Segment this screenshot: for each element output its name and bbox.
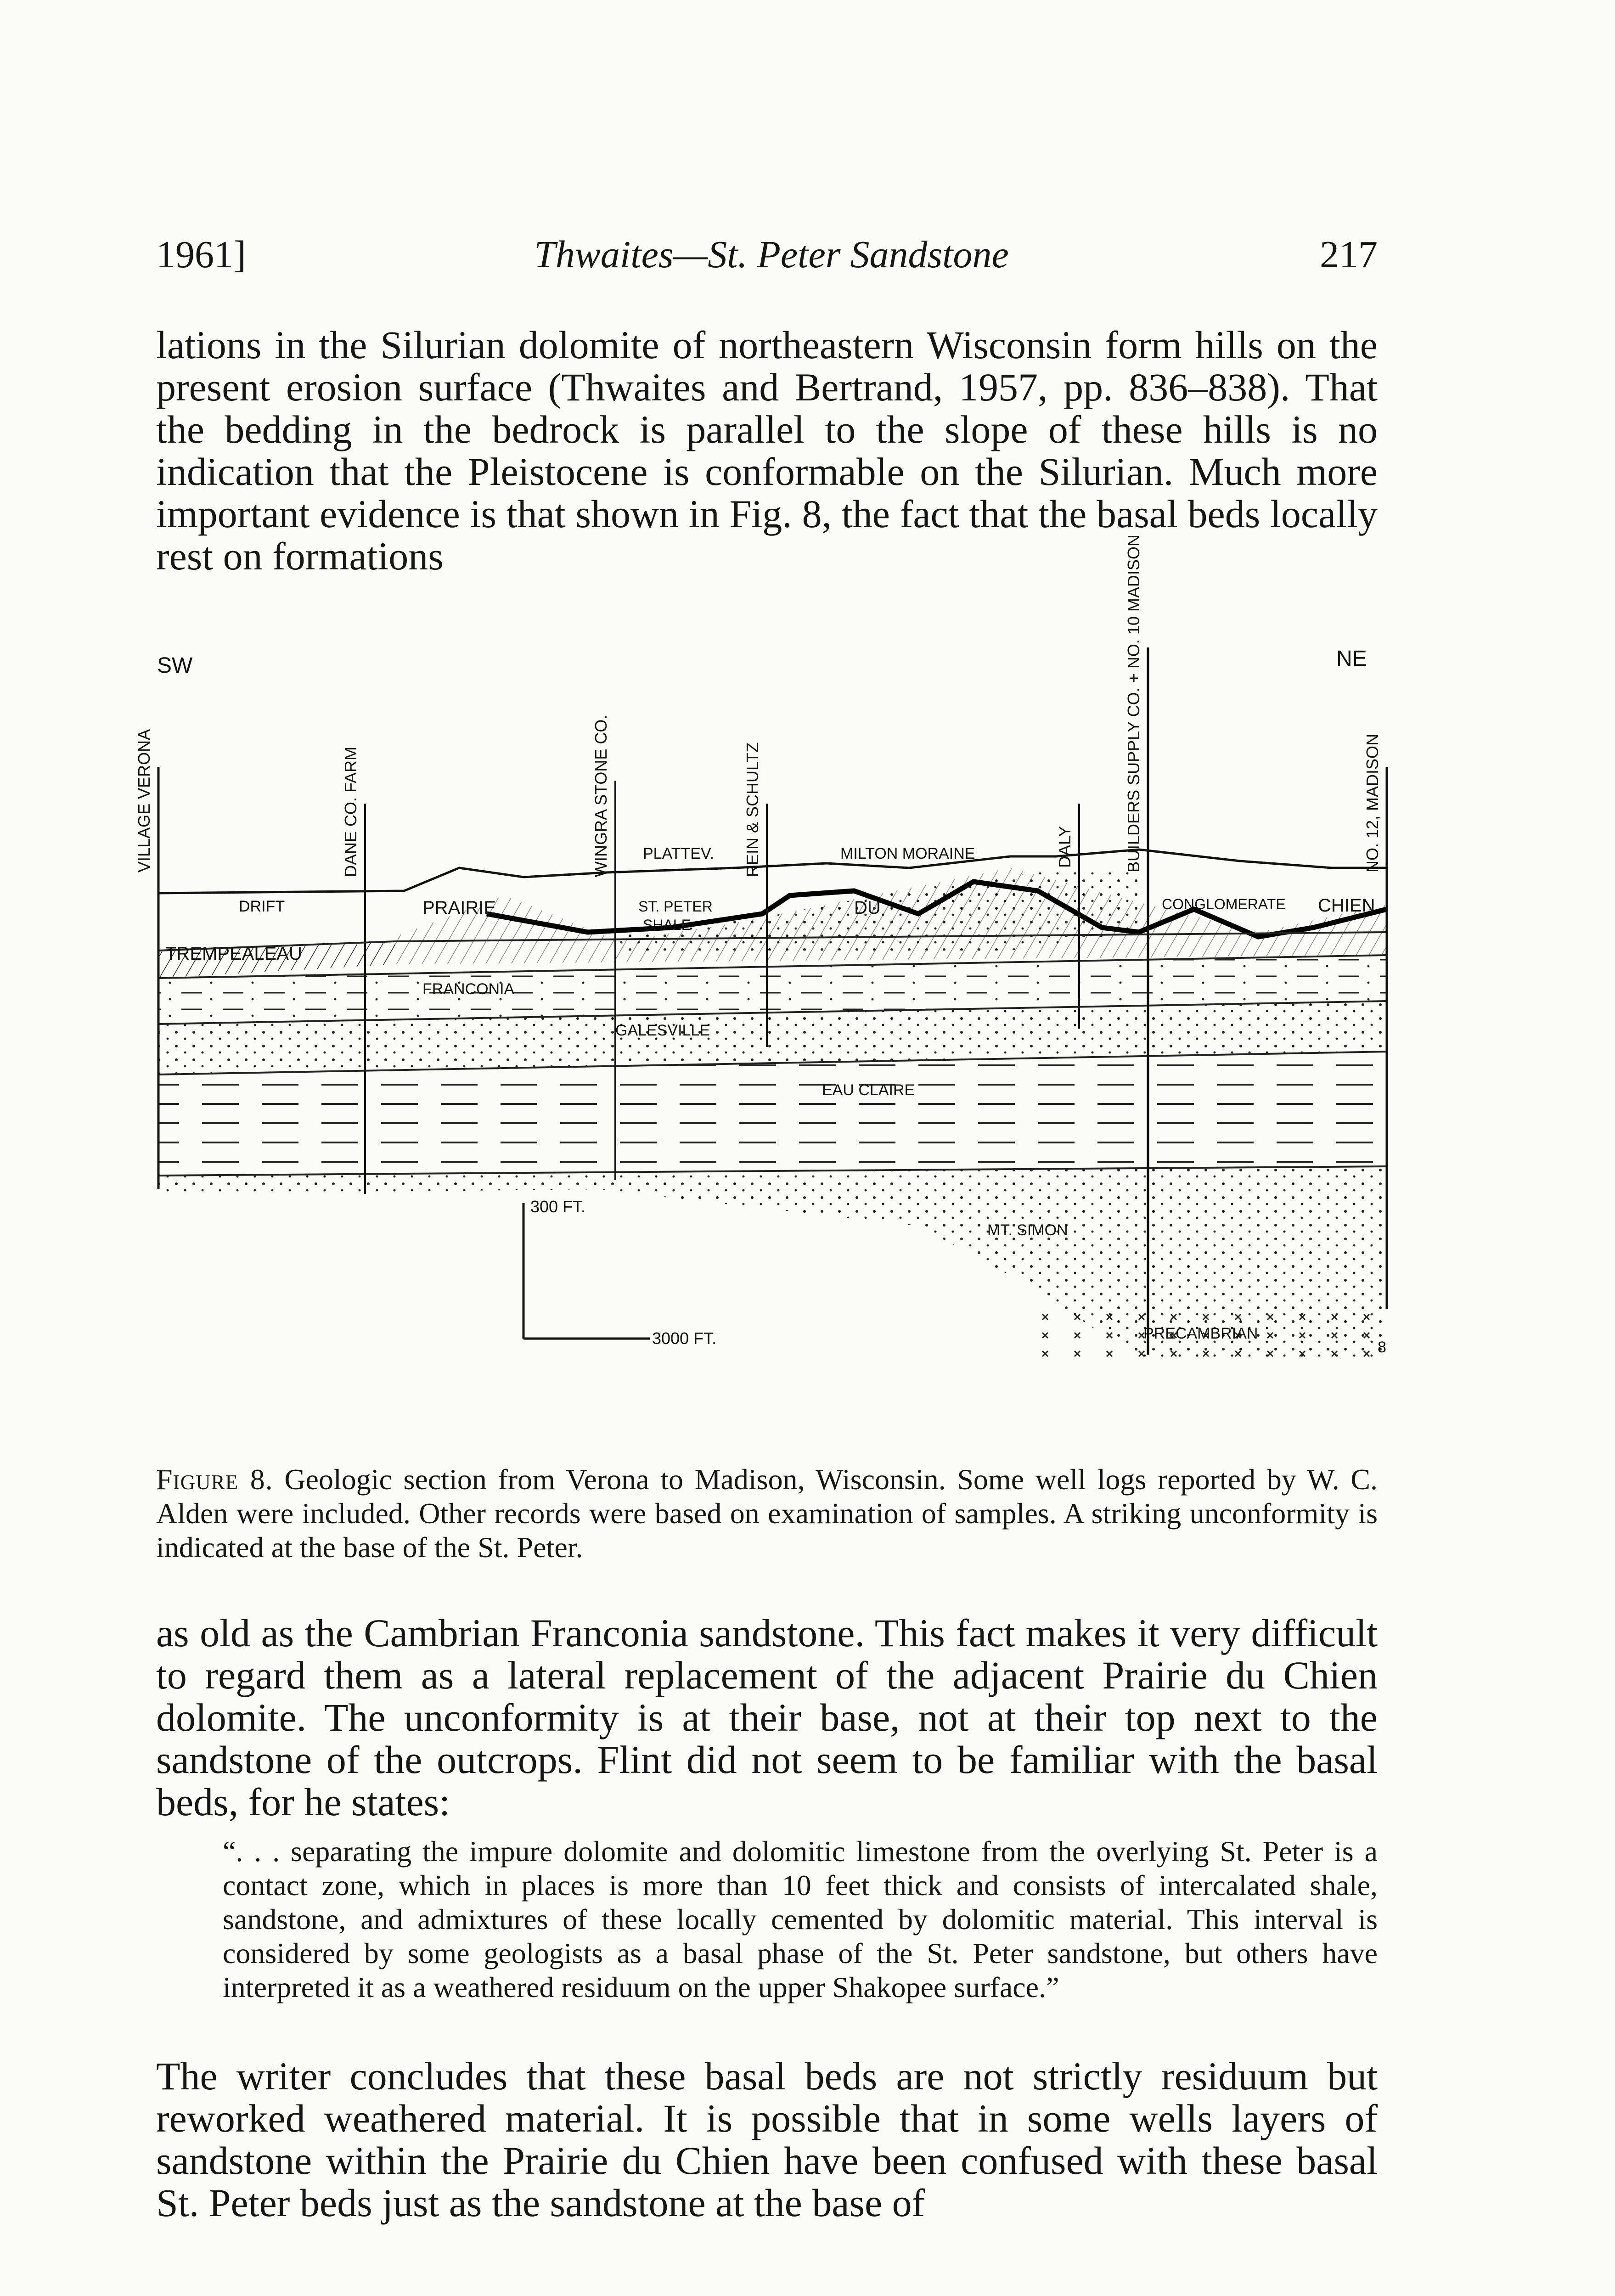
body-paragraph-2: as old as the Cambrian Franconia sandstone. This fact makes it very difficult to regard them as a lateral replacement of the adjacent Prairie du Chien dolomite. The unconformity is at their base, not at their top next to the sandstone of the outcrops. Flint did not seem to be familiar with the basal beds, for he states:: [156, 1611, 1378, 1824]
body-paragraph-1: lations in the Silurian dolomite of northeastern Wisconsin form hills on the present erosion surface (Thwaites and Bertrand, 1957, pp. 836–838). That the bedding in the bedrock is parallel to the slope of these hills is no indication that the Pleistocene is conformable on the Silurian. Much more important evidence is that shown in Fig. 8, the fact that the basal beds locally rest on formations: [156, 323, 1378, 578]
label-eau-claire: EAU CLAIRE: [822, 1081, 915, 1099]
running-header-title: Thwaites—St. Peter Sandstone: [534, 233, 1009, 276]
well-label-no12: NO. 12, MADISON: [1363, 733, 1382, 872]
well-label-builders: BUILDERS SUPPLY CO. + NO. 10 MADISON: [1124, 535, 1143, 872]
figure-caption-lead: Figure 8.: [156, 1463, 273, 1496]
well-label-verona: VILLAGE VERONA: [135, 729, 153, 872]
label-chien: CHIEN: [1318, 895, 1375, 916]
label-drift: DRIFT: [239, 898, 285, 915]
body-paragraph-3: The writer concludes that these basal beds are not strictly residuum but reworked weathered material. It is possible that in some wells layers of sandstone within the Prairie du Chien have been confused with these basal St. Peter beds just as the sandstone at the base of: [156, 2054, 1378, 2225]
running-header-year: 1961]: [156, 233, 246, 276]
geologic-section-figure: [135, 535, 1405, 1446]
figure-caption-body: Geologic section from Verona to Madison, Wisconsin. Some well logs reported by W. C. Alden were included. Other records were based on examination of samples. A striking unconformity is indicated at the base of the St. Peter.: [156, 1463, 1378, 1564]
label-st-peter: ST. PETER: [638, 898, 713, 915]
label-franconia: FRANCONIA: [422, 980, 515, 998]
vertical-scale-label: 300 FT.: [530, 1197, 586, 1216]
label-mt-simon: MT. SIMON: [987, 1221, 1068, 1239]
horizontal-scale-label: 3000 FT.: [652, 1329, 717, 1348]
figure-number-mark: 8: [1378, 1339, 1386, 1356]
label-precambrian: PRECAMBRIAN: [1143, 1325, 1258, 1342]
label-milton-moraine: MILTON MORAINE: [840, 845, 975, 862]
label-du: DU: [854, 898, 881, 918]
direction-ne: NE: [1336, 647, 1367, 671]
direction-sw: SW: [157, 653, 193, 678]
label-platteville: PLATTEV.: [643, 845, 714, 862]
block-quote: “. . . separating the impure dolomite and dolomitic limestone from the overlying St. Peter is a contact zone, which in places is more than 10 feet thick and consists of intercalated shale, sandstone, and admixtures of these locally cemented by dolomitic material. This interval is considered by some geologists as a basal phase of the St. Peter sandstone, but others have interpreted it as a weathered residuum on the upper Shakopee surface.”: [223, 1835, 1378, 2003]
label-galesville: GALESVILLE: [615, 1022, 710, 1039]
well-label-rein: REIN & SCHULTZ: [743, 742, 762, 877]
label-shale: SHALE: [643, 917, 691, 933]
well-label-daly: DALY: [1055, 826, 1074, 868]
label-conglomerate: CONGLOMERATE: [1162, 896, 1286, 912]
running-header: [156, 230, 1378, 289]
label-prairie: PRAIRIE: [422, 898, 496, 918]
figure-caption: [156, 1463, 1378, 1564]
well-label-dane: DANE CO. FARM: [341, 746, 360, 877]
well-label-wingra: WINGRA STONE CO.: [591, 715, 610, 877]
page-number: 217: [1320, 233, 1378, 276]
label-trempealeau: TREMPEALEAU: [165, 944, 302, 964]
